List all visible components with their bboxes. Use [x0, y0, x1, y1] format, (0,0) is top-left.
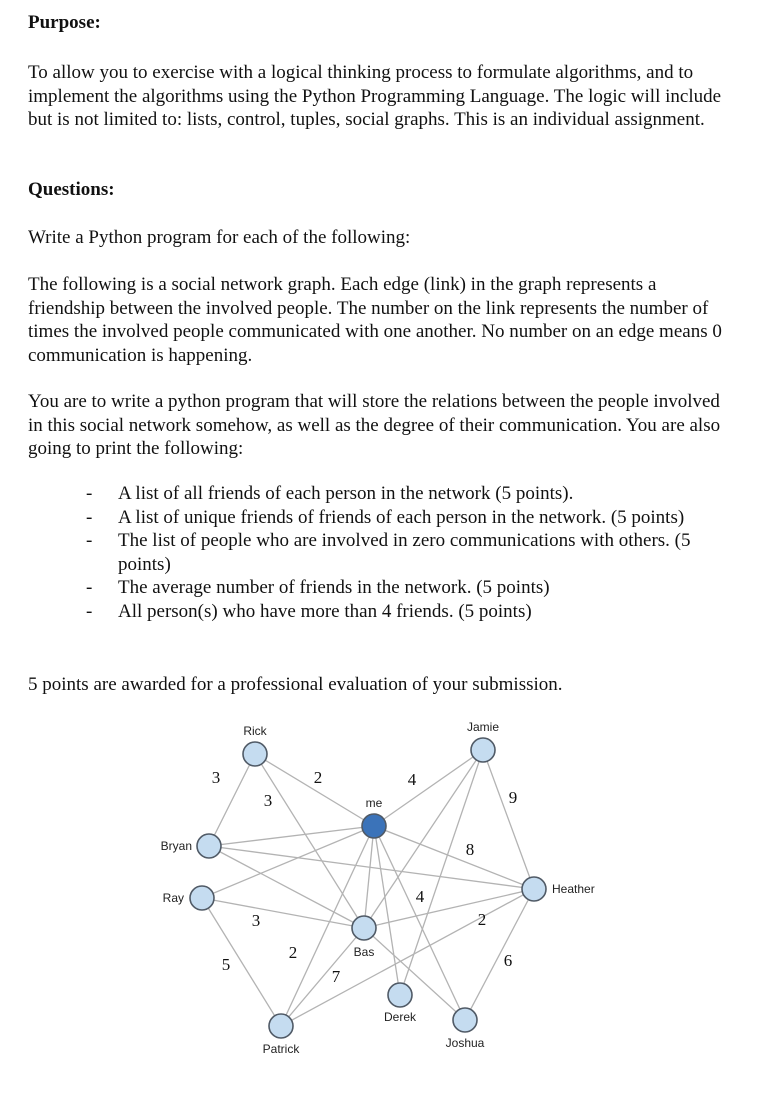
intro-paragraph: Write a Python program for each of the following: [28, 227, 411, 248]
edge-ray-patrick [202, 898, 281, 1026]
edge-me-derek [374, 826, 400, 995]
purpose-paragraph: To allow you to exercise with a logical thinking process to formulate algorithms, and to implement the algorithms using the Python Programming Language. The logic will include but is not limited to: lists, control, tuples, social graphs. This is an individual assignment. [28, 62, 722, 130]
requirement-text: All person(s) who have more than 4 friends. (5 points) [118, 600, 532, 622]
edge-heather-patrick [281, 889, 534, 1026]
edge-weight-rick-bas: 3 [263, 791, 273, 810]
edge-rick-me [255, 754, 374, 826]
node-label-rick: Rick [243, 724, 267, 738]
node-derek [388, 983, 412, 1007]
edge-ray-bas [202, 898, 364, 928]
requirement-text: The list of people who are involved in zero communications with others. (5 points) [118, 530, 691, 575]
edge-weight-heather-joshua: 6 [503, 951, 513, 970]
edge-weight-ray-bas: 3 [251, 911, 261, 930]
node-bryan [197, 834, 221, 858]
purpose-heading: Purpose: [28, 12, 101, 33]
edge-heather-joshua [465, 889, 534, 1020]
list-item: - The list of people who are involved in zero communications with others. (5 points) [86, 530, 691, 575]
edge-bas-joshua [364, 928, 465, 1020]
node-bas [352, 916, 376, 940]
node-label-ray: Ray [162, 891, 184, 905]
node-label-bryan: Bryan [160, 839, 192, 853]
list-item: - A list of unique friends of friends of each person in the network. (5 points) [86, 506, 685, 528]
node-label-bas: Bas [353, 945, 375, 959]
graph-description-paragraph: The following is a social network graph. Each edge (link) in the graph represents a friendship between the involved people. The number on the link represents the number of times the involved people communicated with one another. No number on an edge means 0 communication is happening. [28, 274, 722, 366]
edge-rick-bas [255, 754, 364, 928]
edge-weight-me-patrick: 7 [331, 967, 341, 986]
node-label-derek: Derek [383, 1010, 417, 1024]
edge-weight-rick-me: 2 [313, 768, 323, 787]
edge-weight-me-derek: 4 [415, 887, 425, 906]
edge-jamie-me [374, 750, 483, 826]
edge-weight-jamie-me: 4 [407, 770, 417, 789]
edge-weight-ray-patrick: 5 [221, 955, 231, 974]
list-item: - A list of all friends of each person in the network (5 points). [86, 483, 574, 504]
node-rick [243, 742, 267, 766]
requirement-text: A list of all friends of each person in the network (5 points). [118, 483, 574, 504]
edge-weight-rick-bryan: 3 [211, 768, 221, 787]
node-label-patrick: Patrick [262, 1042, 300, 1056]
task-description-paragraph: You are to write a python program that will store the relations between the people involved in this social network somehow, as well as the degree of their communication. You are also going to print the following: [28, 391, 721, 459]
requirement-text: A list of unique friends of friends of each person in the network. (5 points) [118, 506, 685, 528]
node-label-heather: Heather [552, 882, 595, 896]
node-jamie [471, 738, 495, 762]
edge-me-bas [364, 826, 374, 928]
edge-weight-jamie-heather: 9 [508, 788, 518, 807]
requirement-text: The average number of friends in the network. (5 points) [118, 577, 550, 598]
graph-edges [202, 750, 534, 1026]
node-label-me: me [365, 796, 383, 810]
node-ray [190, 886, 214, 910]
node-patrick [269, 1014, 293, 1038]
evaluation-paragraph: 5 points are awarded for a professional evaluation of your submission. [28, 674, 563, 695]
node-me [362, 814, 386, 838]
edge-jamie-heather [483, 750, 534, 889]
edge-weight-bas-heather: 2 [477, 910, 487, 929]
edge-weight-me-heather: 8 [465, 840, 475, 859]
node-joshua [453, 1008, 477, 1032]
edge-bas-heather [364, 889, 534, 928]
node-heather [522, 877, 546, 901]
list-item: - The average number of friends in the network. (5 points) [86, 577, 550, 598]
node-label-jamie: Jamie [466, 720, 500, 734]
edge-bryan-bas [209, 846, 364, 928]
node-label-joshua: Joshua [445, 1036, 485, 1050]
list-item: - All person(s) who have more than 4 friends. (5 points) [86, 600, 532, 622]
edge-weight-bas-patrick: 2 [288, 943, 298, 962]
questions-heading: Questions: [28, 179, 115, 200]
